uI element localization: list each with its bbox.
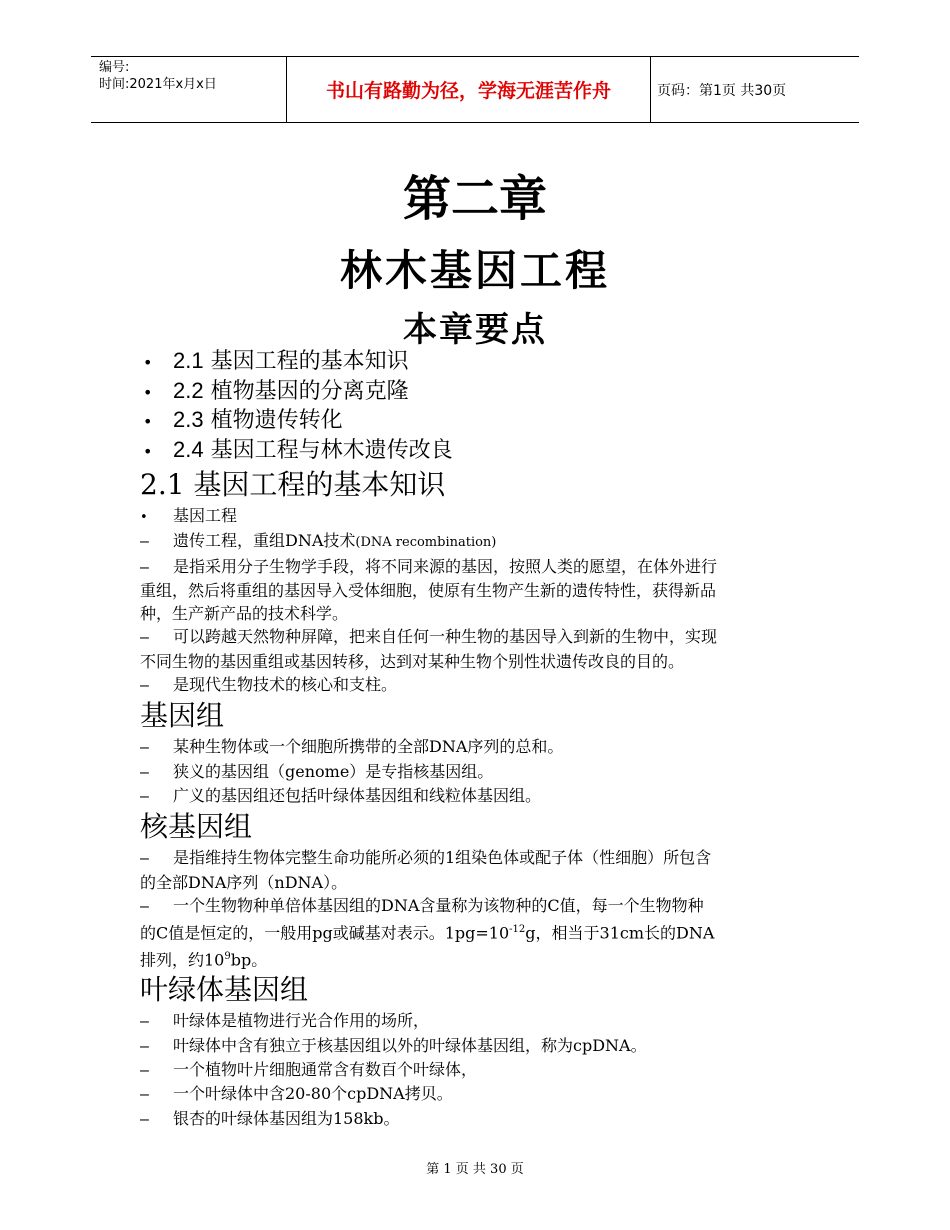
key-point-item: • 2.1 基因工程的基本知识 xyxy=(143,346,453,376)
text-line: 不同生物的基因重组或基因转移，达到对某种生物个别性状遗传改良的目的。 xyxy=(140,651,685,671)
dash-icon: – xyxy=(140,533,149,551)
dash-icon: – xyxy=(140,629,149,647)
dash-icon: – xyxy=(140,1037,149,1055)
key-point-item: • 2.3 植物遗传转化 xyxy=(143,405,453,435)
dash-icon: – xyxy=(140,1062,149,1079)
section-heading-nuclear-genome: 核基因组 xyxy=(140,810,253,844)
bullet-icon: • xyxy=(143,441,153,461)
chapter-points-heading: 本章要点 xyxy=(403,310,547,350)
dash-icon: – xyxy=(140,897,149,915)
dash-line: – 银杏的叶绿体基因组为158kb。 xyxy=(140,1107,810,1131)
dash-icon: – xyxy=(140,787,149,805)
page-footer: 第 1 页 共 30 页 xyxy=(426,1162,524,1177)
document-body xyxy=(140,466,810,1131)
dash-icon: – xyxy=(140,677,149,695)
page-header xyxy=(91,56,859,123)
dash-line: – 广义的基因组还包括叶绿体基因组和线粒体基因组。 xyxy=(140,784,810,808)
text-line: 排列，约$10^9bp$。 xyxy=(140,950,268,970)
dash-line: – 一个生物物种单倍体基因组的DNA含量称为该物种的C值，每一个生物物种 xyxy=(140,894,810,918)
text-line: 的全部DNA序列（nDNA）。 xyxy=(140,872,348,892)
dash-line: – 某种生物体或一个细胞所携带的全部DNA序列的总和。 xyxy=(140,735,810,759)
dash-line: – 是指采用分子生物学手段，将不同来源的基因，按照人类的愿望，在体外进行 xyxy=(140,555,810,579)
chapter-title: 第二章 xyxy=(402,171,547,227)
dash-line: – 叶绿体是植物进行光合作用的场所， xyxy=(140,1009,810,1033)
dash-line: – 叶绿体中含有独立于核基因组以外的叶绿体基因组，称为cpDNA。 xyxy=(140,1034,810,1058)
bullet-icon: • xyxy=(143,353,153,372)
chapter-subject: 林木基因工程 xyxy=(339,246,610,295)
dash-line: – 可以跨越天然物种屏障，把来自任何一种生物的基因导入到新的生物中，实现 xyxy=(140,625,810,649)
bullet-icon: • xyxy=(143,412,153,431)
bullet-icon: • xyxy=(140,510,148,525)
time-label: 时间:2021年x月x日 xyxy=(99,77,217,92)
dash-icon: – xyxy=(140,1086,149,1104)
number-label: 编号: xyxy=(99,60,130,75)
dash-line: – 遗传工程，重组DNA技术(DNA recombination) xyxy=(140,529,810,554)
dash-icon: – xyxy=(140,558,149,576)
dash-line: – 狭义的基因组（genome）是专指核基因组。 xyxy=(140,760,810,784)
dash-line: – 是现代生物技术的核心和支柱。 xyxy=(140,673,810,697)
dash-line: – 一个植物叶片细胞通常含有数百个叶绿体， xyxy=(140,1058,810,1082)
section-heading-chloroplast-genome: 叶绿体基因组 xyxy=(140,973,309,1007)
key-point-item: • 2.4 基因工程与林木遗传改良 xyxy=(143,435,453,465)
header-motto: 书山有路勤为径，学海无涯苦作舟 xyxy=(286,57,651,122)
text-line: 的C值是恒定的，一般用pg或碱基对表示。$1pg=10^{-12}g$，相当于31cm长的DNA xyxy=(140,923,715,943)
dash-icon: – xyxy=(140,763,149,781)
bullet-icon: • xyxy=(143,382,153,402)
section-heading-basics: 2.1 基因工程的基本知识 xyxy=(140,468,446,501)
section-heading-genome: 基因组 xyxy=(140,699,225,733)
key-point-item: • 2.2 植物基因的分离克隆 xyxy=(143,376,453,406)
dash-icon: – xyxy=(140,850,149,868)
text-line: 种，生产新产品的技术科学。 xyxy=(140,604,349,624)
bullet-line: • 基因工程 xyxy=(140,504,810,529)
key-points-list xyxy=(143,346,453,464)
text-line: 重组，然后将重组的基因导入受体细胞，使原有生物产生新的遗传特性，获得新品 xyxy=(140,580,717,600)
dash-icon: – xyxy=(140,739,149,757)
dash-icon: – xyxy=(140,1110,149,1128)
header-meta xyxy=(99,57,287,124)
dash-line: – 是指维持生物体完整生命功能所必须的1组染色体或配子体（性细胞）所包含 xyxy=(140,846,810,870)
dash-icon: – xyxy=(140,1013,149,1031)
header-page-info: 页码：第1页 共30页 xyxy=(657,82,787,99)
dash-line: – 一个叶绿体中含20-80个cpDNA拷贝。 xyxy=(140,1082,810,1106)
